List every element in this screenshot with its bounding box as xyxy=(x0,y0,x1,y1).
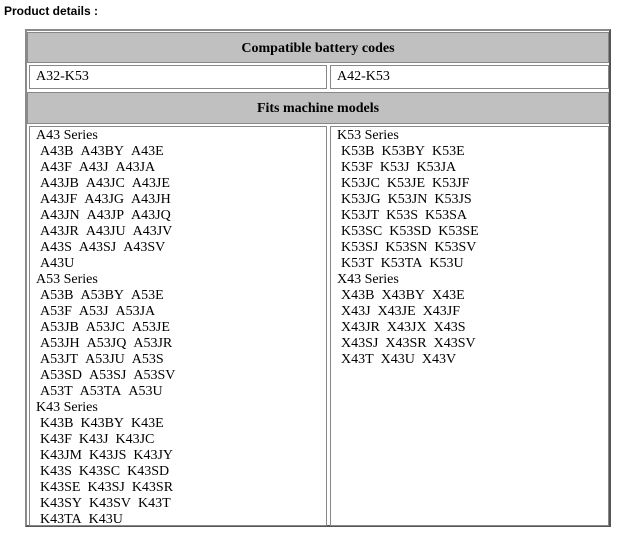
model-code: X43JR xyxy=(341,320,380,335)
model-code: K53TA xyxy=(380,256,423,271)
model-code: X43S xyxy=(433,320,466,335)
model-code: X43SJ xyxy=(341,336,379,351)
model-code: K43JY xyxy=(133,448,174,463)
models-column-left xyxy=(29,126,327,526)
model-code: K43B xyxy=(40,416,74,431)
model-code: K53JS xyxy=(434,192,472,207)
model-row xyxy=(337,240,608,256)
model-code: A43JH xyxy=(131,192,171,207)
model-code: K53SC xyxy=(341,224,383,239)
model-row xyxy=(36,432,326,448)
model-row xyxy=(36,448,326,464)
model-code: A43JR xyxy=(40,224,79,239)
model-code: X43SV xyxy=(433,336,476,351)
model-code: K53SE xyxy=(438,224,479,239)
battery-codes-header: Compatible battery codes xyxy=(27,32,609,63)
model-code: A53JR xyxy=(133,336,173,351)
model-code: K53JT xyxy=(341,208,380,223)
model-code: A53JC xyxy=(85,320,125,335)
model-row xyxy=(337,176,608,192)
model-row xyxy=(36,288,326,304)
model-row xyxy=(337,208,608,224)
model-row xyxy=(36,464,326,480)
series-title: A53 Series xyxy=(36,272,98,287)
model-code: K53JN xyxy=(387,192,428,207)
model-code: A43JP xyxy=(86,208,125,223)
model-code: A43JF xyxy=(40,192,78,207)
model-row xyxy=(36,144,326,160)
model-code: A43JE xyxy=(131,176,170,191)
model-row xyxy=(36,368,326,384)
model-code: K43BY xyxy=(80,416,125,431)
model-code: A43JB xyxy=(40,176,79,191)
model-row xyxy=(36,480,326,496)
model-row xyxy=(337,144,608,160)
model-row xyxy=(337,288,608,304)
model-row xyxy=(36,176,326,192)
model-code: A53SJ xyxy=(89,368,127,383)
model-code: A53J xyxy=(78,304,109,319)
model-code: X43SR xyxy=(385,336,427,351)
model-code: K43J xyxy=(78,432,109,447)
model-code: K53JG xyxy=(341,192,381,207)
battery-code-cell: A42-K53 xyxy=(330,65,609,89)
model-code: K43JM xyxy=(40,448,83,463)
model-code: X43B xyxy=(341,288,375,303)
battery-code-cell: A32-K53 xyxy=(29,65,327,89)
model-code: K53U xyxy=(429,256,464,271)
model-code: K53T xyxy=(341,256,374,271)
model-code: K43U xyxy=(88,512,123,527)
model-row xyxy=(337,304,608,320)
model-code: K43JS xyxy=(89,448,127,463)
model-code: A43JV xyxy=(132,224,173,239)
model-code: X43JX xyxy=(386,320,427,335)
model-code: K53JA xyxy=(416,160,457,175)
model-code: A53JE xyxy=(131,320,170,335)
model-code: A43E xyxy=(131,144,164,159)
model-code: K43SY xyxy=(40,496,83,511)
model-code: K53JF xyxy=(432,176,470,191)
model-code: X43E xyxy=(432,288,465,303)
series-title: A43 Series xyxy=(36,128,98,143)
model-code: A43JG xyxy=(84,192,125,207)
page-heading: Product details : xyxy=(4,4,99,18)
model-row xyxy=(36,192,326,208)
model-row xyxy=(36,224,326,240)
model-row xyxy=(36,160,326,176)
model-row xyxy=(36,336,326,352)
model-code: A43J xyxy=(78,160,109,175)
model-code: A53JT xyxy=(40,352,79,367)
model-row xyxy=(337,224,608,240)
model-row xyxy=(36,512,326,528)
model-row xyxy=(337,256,608,272)
model-code: A53JQ xyxy=(86,336,127,351)
model-code: K43E xyxy=(131,416,164,431)
model-code: X43V xyxy=(421,352,457,367)
model-row xyxy=(337,320,608,336)
model-row xyxy=(36,240,326,256)
model-code: K43S xyxy=(40,464,72,479)
model-code: K43SE xyxy=(40,480,81,495)
model-code: K53SD xyxy=(389,224,432,239)
model-code: A53TA xyxy=(79,384,122,399)
model-code: A53B xyxy=(40,288,74,303)
model-code: X43JF xyxy=(422,304,461,319)
model-row xyxy=(36,416,326,432)
models-column-right xyxy=(330,126,609,526)
model-code: A53F xyxy=(40,304,72,319)
model-code: K53S xyxy=(386,208,419,223)
model-code: A43JN xyxy=(40,208,80,223)
model-row xyxy=(337,160,608,176)
model-code: A53U xyxy=(128,384,163,399)
series-title: K53 Series xyxy=(337,128,399,143)
model-code: A43JC xyxy=(85,176,125,191)
model-code: K43JC xyxy=(115,432,155,447)
model-code: K43T xyxy=(138,496,171,511)
model-row xyxy=(36,352,326,368)
model-code: K43SD xyxy=(127,464,170,479)
model-code: A43BY xyxy=(80,144,125,159)
model-code: A53E xyxy=(131,288,164,303)
model-code: K43F xyxy=(40,432,72,447)
model-row xyxy=(337,352,608,368)
model-code: K43SV xyxy=(89,496,132,511)
product-details-table xyxy=(25,29,611,527)
model-code: A53SD xyxy=(40,368,83,383)
model-row xyxy=(337,192,608,208)
model-row xyxy=(36,208,326,224)
model-code: A53JU xyxy=(85,352,125,367)
model-code: A43SJ xyxy=(78,240,117,255)
model-code: A43U xyxy=(40,256,75,271)
model-code: A43B xyxy=(40,144,74,159)
model-code: K43SJ xyxy=(87,480,125,495)
model-row xyxy=(36,384,326,400)
model-code: X43JE xyxy=(377,304,416,319)
model-code: A43SV xyxy=(123,240,166,255)
model-code: A53T xyxy=(40,384,73,399)
model-code: K53JE xyxy=(386,176,426,191)
model-code: A53JB xyxy=(40,320,79,335)
model-code: A43JA xyxy=(115,160,156,175)
model-code: K43SR xyxy=(131,480,174,495)
model-code: A43F xyxy=(40,160,72,175)
model-code: K53F xyxy=(341,160,373,175)
model-code: X43U xyxy=(380,352,415,367)
machine-models-header: Fits machine models xyxy=(27,92,609,124)
model-code: A43JU xyxy=(85,224,126,239)
model-code: K43TA xyxy=(40,512,82,527)
model-row xyxy=(36,304,326,320)
model-code: K53BY xyxy=(381,144,426,159)
model-code: K53E xyxy=(432,144,465,159)
series-title: X43 Series xyxy=(337,272,399,287)
model-code: X43T xyxy=(341,352,374,367)
model-code: A53SV xyxy=(133,368,176,383)
model-code: K53B xyxy=(341,144,375,159)
model-row xyxy=(36,496,326,512)
model-code: K53J xyxy=(379,160,410,175)
model-code: A43JQ xyxy=(131,208,171,223)
model-code: K53SN xyxy=(385,240,428,255)
model-code: A43S xyxy=(40,240,72,255)
model-code: A53JA xyxy=(115,304,156,319)
model-code: K53JC xyxy=(341,176,380,191)
series-title: K43 Series xyxy=(36,400,98,415)
model-code: A53JH xyxy=(40,336,80,351)
model-code: K53SV xyxy=(434,240,477,255)
model-code: X43BY xyxy=(381,288,426,303)
model-code: A53BY xyxy=(80,288,125,303)
model-row xyxy=(337,336,608,352)
model-code: K53SJ xyxy=(341,240,379,255)
model-code: A53S xyxy=(131,352,164,367)
model-code: K53SA xyxy=(425,208,468,223)
model-row xyxy=(36,256,326,272)
model-row xyxy=(36,320,326,336)
model-code: K43SC xyxy=(78,464,121,479)
model-code: X43J xyxy=(341,304,371,319)
